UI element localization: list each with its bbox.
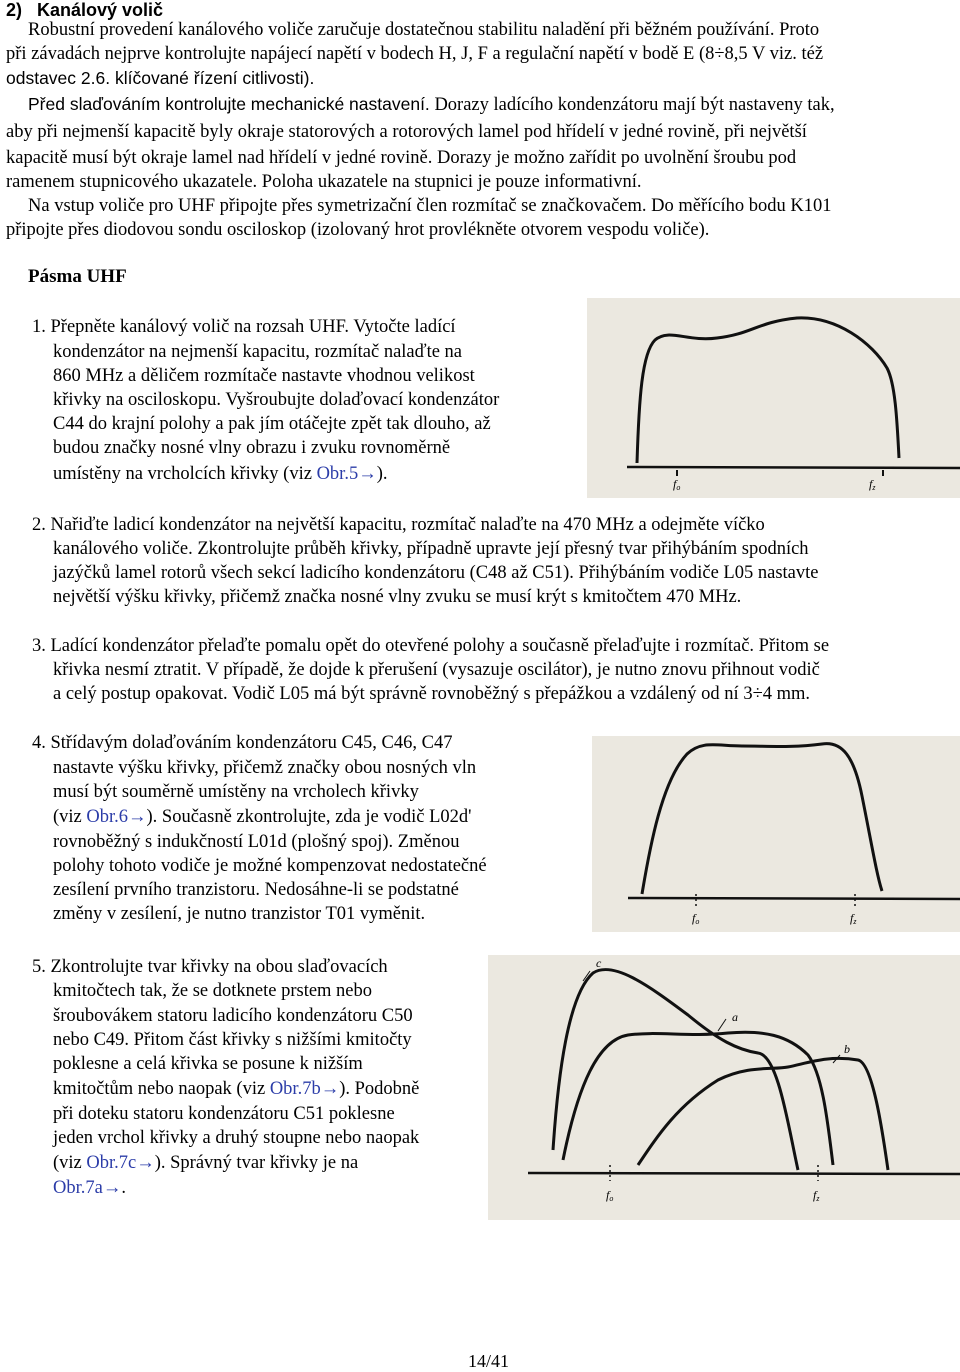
step5-line-10	[53, 1176, 126, 1200]
intro-stops-text: Dorazy ladícího kondenzátoru mají být nastaveny tak,	[429, 95, 835, 115]
intro-line-5: aby při nejmenší kapacitě byly okraje statorových a rotorových lamel pod hřídelí v jedné rovině, při největší	[6, 122, 807, 142]
step1-line-3: 860 MHz a děličem rozmítače nastavte vhodnou velikost	[53, 366, 475, 386]
baseline	[627, 467, 960, 468]
label-fz: fz	[869, 477, 876, 492]
step4-line-7: zesílení prvního tranzistoru. Nedosáhne-li se podstatné	[53, 880, 459, 900]
intro-line-8: Na vstup voliče pro UHF připojte přes symetrizační člen rozmítač se značkovačem. Do měřícího bodu K101	[28, 196, 832, 216]
step5-line-6	[53, 1077, 419, 1101]
figure-obr5	[587, 298, 960, 498]
label-c: c	[596, 956, 602, 970]
step5-line-1: 5. Zkontrolujte tvar křivky na obou slaďovacích	[32, 957, 388, 977]
step5-ref2-text: (viz	[53, 1153, 87, 1173]
label-a: a	[732, 1010, 738, 1024]
curve-b	[638, 1058, 888, 1170]
label-fz: fz	[850, 911, 857, 926]
step5-line-7: při doteku statoru kondenzátoru C51 poklesne	[53, 1104, 395, 1124]
step2-line-1: 2. Nařiďte ladicí kondenzátor na největší kapacitu, rozmítač nalaďte na 470 MHz a odejměte víčko	[32, 515, 765, 535]
pointer-a	[718, 1019, 726, 1031]
step2-line-4: největší výšku křivky, přičemž značka nosné vlny zvuku se musí krýt s kmitočtem 470 MHz.	[53, 587, 742, 607]
step5-ref-text: kmitočtům nebo naopak (viz	[53, 1079, 270, 1099]
step5-line-8: jeden vrchol křivky a druhý stoupne nebo naopak	[53, 1128, 420, 1148]
step4-line-4	[53, 805, 471, 829]
step1-ref-text: umístěny na vrcholcích křivky (viz	[53, 464, 317, 484]
step5-line-9	[53, 1151, 358, 1175]
step1-line-6: budou značky nosné vlny obrazu i zvuku rovnoměrně	[53, 438, 451, 458]
step3-line-1: 3. Ladící kondenzátor přelaďte pomalu opět do otevřené polohy a současně přelaďujte i rozmítač. Přitom se	[32, 636, 830, 656]
step4-ref-text: (viz	[53, 807, 87, 827]
step5-end: .	[121, 1178, 126, 1198]
step4-ref-end: ). Současně zkontrolujte, zda je vodič L02d'	[146, 807, 472, 827]
figure-obr6-plot	[592, 736, 960, 932]
step2-line-2: kanálového voliče. Zkontrolujte průběh křivky, případně upravte její přesný tvar přihýbáním spodních	[53, 539, 809, 559]
link-obr7b[interactable]: Obr.7b→	[269, 1079, 340, 1099]
link-obr7a[interactable]: Obr.7a→	[53, 1178, 122, 1198]
step4-line-5: rovnoběžný s indukčností L01d (plošný spoj). Změnou	[53, 832, 460, 852]
step4-line-1: 4. Střídavým dolaďováním kondenzátoru C45, C46, C47	[32, 733, 453, 753]
intro-line-7: ramenem stupnicového ukazatele. Poloha ukazatele na stupnici je pouze informativní.	[6, 172, 642, 192]
intro-line-9: připojte přes diodovou sondu osciloskop (izolovaný hrot provlékněte otvorem vespodu voliče).	[6, 220, 710, 240]
step3-line-2: křivka nesmí ztratit. V případě, že dojde k přerušení (vysazuje oscilátor), je nutno znovu přihnout vodič	[53, 660, 820, 680]
step5-line-2: kmitočtech tak, že se dotknete prstem nebo	[53, 981, 373, 1001]
response-curve	[642, 744, 882, 894]
step5-line-4: nebo C49. Přitom část křivky s nižšími kmitočty	[53, 1030, 412, 1050]
baseline	[528, 1173, 960, 1174]
step5-ref-end: ). Podobně	[339, 1079, 420, 1099]
figure-obr6	[592, 736, 960, 932]
figure-obr7	[488, 955, 960, 1220]
step2-line-3: jazýčků lamel rotorů všech sekcí ladicího kondenzátoru (C48 až C51). Přihýbáním vodiče L05 nastavte	[53, 563, 819, 583]
step3-line-3: a celý postup opakovat. Vodič L05 má být správně rovnoběžný s přepážkou a vzdálený od ní 3÷4 mm.	[53, 684, 811, 704]
label-fz: fz	[813, 1188, 820, 1203]
step4-line-6: polohy tohoto vodiče je možné kompenzovat nedostatečné	[53, 856, 487, 876]
step4-line-8: změny v zesílení, je nutno tranzistor T01 vyměnit.	[53, 904, 426, 924]
section-title: 2) Kanálový volič	[6, 0, 164, 20]
step4-line-2: nastavte výšku křivky, přičemž značky obou nosných vln	[53, 758, 477, 778]
label-fo: fo	[673, 477, 681, 492]
step1-line-1: 1. Přepněte kanálový volič na rozsah UHF. Vytočte ladící	[32, 317, 456, 337]
link-obr5[interactable]: Obr.5→	[316, 464, 377, 484]
step1-ref-end: ).	[376, 464, 388, 484]
label-fo: fo	[692, 911, 700, 926]
label-fo: fo	[606, 1188, 614, 1203]
step1-line-2: kondenzátor na nejmenší kapacitu, rozmítač nalaďte na	[53, 342, 463, 362]
intro-line-4	[28, 92, 835, 117]
step1-line-7	[53, 462, 387, 486]
band-heading: Pásma UHF	[28, 266, 127, 287]
step5-line-3: šroubovákem statoru ladicího kondenzátoru C50	[53, 1006, 413, 1026]
figure-obr7-plot	[488, 955, 960, 1220]
step1-line-4: křivky na osciloskopu. Vyšroubujte dolaďovací kondenzátor	[53, 390, 500, 410]
step5-line-5: poklesne a celá křivka se posune k nižším	[53, 1054, 363, 1074]
baseline	[628, 898, 960, 899]
link-obr7c[interactable]: Obr.7c→	[86, 1153, 155, 1173]
page-number: 14/41	[468, 1351, 510, 1371]
link-obr6[interactable]: Obr.6→	[86, 807, 147, 827]
step4-line-3: musí být souměrně umístěny na vrcholech křivky	[53, 782, 419, 802]
response-curve	[637, 318, 899, 463]
intro-line-1: Robustní provedení kanálového voliče zaručuje dostatečnou stabilitu naladění při běžném používání. Proto	[28, 20, 820, 40]
intro-line-3: odstavec 2.6. klíčované řízení citlivosti).	[6, 68, 315, 88]
intro-line-6: kapacitě musí být okraje lamel nad hřídelí v jedné rovině. Dorazy je možno zařídit po uvolnění šroubu pod	[6, 148, 797, 168]
intro-line-2: při závadách nejprve kontrolujte napájecí napětí v bodech H, J, F a regulační napětí v bodě E (8÷8,5 V viz. též	[6, 44, 824, 64]
step1-line-5: C44 do krajní polohy a pak jím otáčejte zpět tak dlouho, až	[53, 414, 491, 434]
intro-mechanical-check: Před slaďováním kontrolujte mechanické nastavení.	[28, 94, 430, 114]
step5-ref2-end: ). Správný tvar křivky je na	[154, 1153, 359, 1173]
label-b: b	[844, 1042, 850, 1056]
figure-obr5-plot	[587, 298, 960, 498]
